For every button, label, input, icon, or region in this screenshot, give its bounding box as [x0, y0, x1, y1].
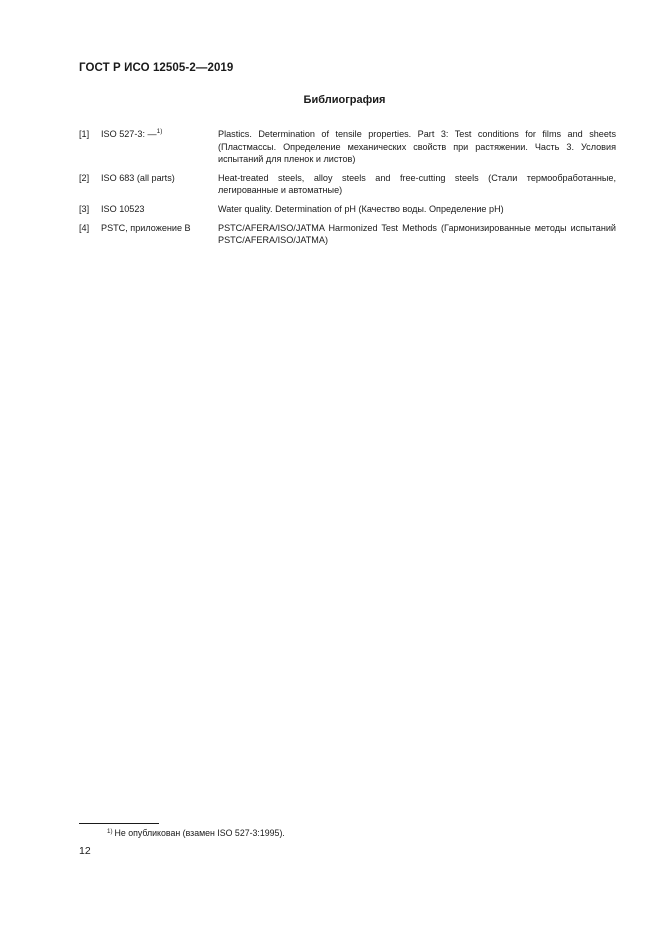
page-number: 12: [79, 845, 91, 857]
bibliography-entry: [79, 172, 616, 197]
entry-reference: [101, 128, 218, 166]
bibliography-list: [79, 128, 616, 253]
section-title: Библиография: [303, 94, 386, 106]
footnote: [107, 828, 285, 838]
entry-title: Plastics. Determination of tensile properties. Part 3: Test conditions for films and sheets (Пластмассы. Определение механических свойств при растяжении. Часть 3. Условия испытаний для пленок и листов): [218, 129, 616, 165]
entry-title: PSTC/AFERA/ISO/JATMA Harmonized Test Methods (Гармонизированные методы испытаний PSTC/AFERA/ISO/JATMA): [218, 222, 616, 246]
bibliography-entry: [79, 203, 616, 216]
entry-number: [4]: [79, 222, 90, 233]
bibliography-entry: [79, 222, 616, 247]
entry-reference: ISO 683 (all parts): [101, 172, 175, 183]
entry-title: Water quality. Determination of pH (Качество воды. Определение pH): [218, 203, 504, 214]
footnote-marker[interactable]: 1): [156, 128, 163, 135]
entry-title: Heat-treated steels, alloy steels and free-cutting steels (Стали термообработанные, легированные и автоматные): [218, 172, 616, 196]
bibliography-entry: [79, 128, 616, 166]
footnote-text: Не опубликован (взамен ISO 527-3:1995).: [114, 828, 285, 838]
entry-number: [2]: [79, 172, 90, 183]
entry-number: [1]: [79, 129, 90, 139]
footnote-divider: [79, 823, 159, 824]
entry-reference: PSTC, приложение B: [101, 222, 191, 233]
document-code-header: ГОСТ Р ИСО 12505-2—2019: [79, 62, 234, 74]
reference-code: ISO 527-3: —: [101, 129, 157, 139]
entry-reference: ISO 10523: [101, 203, 145, 214]
footnote-marker: 1): [107, 828, 113, 835]
entry-number: [3]: [79, 203, 90, 214]
